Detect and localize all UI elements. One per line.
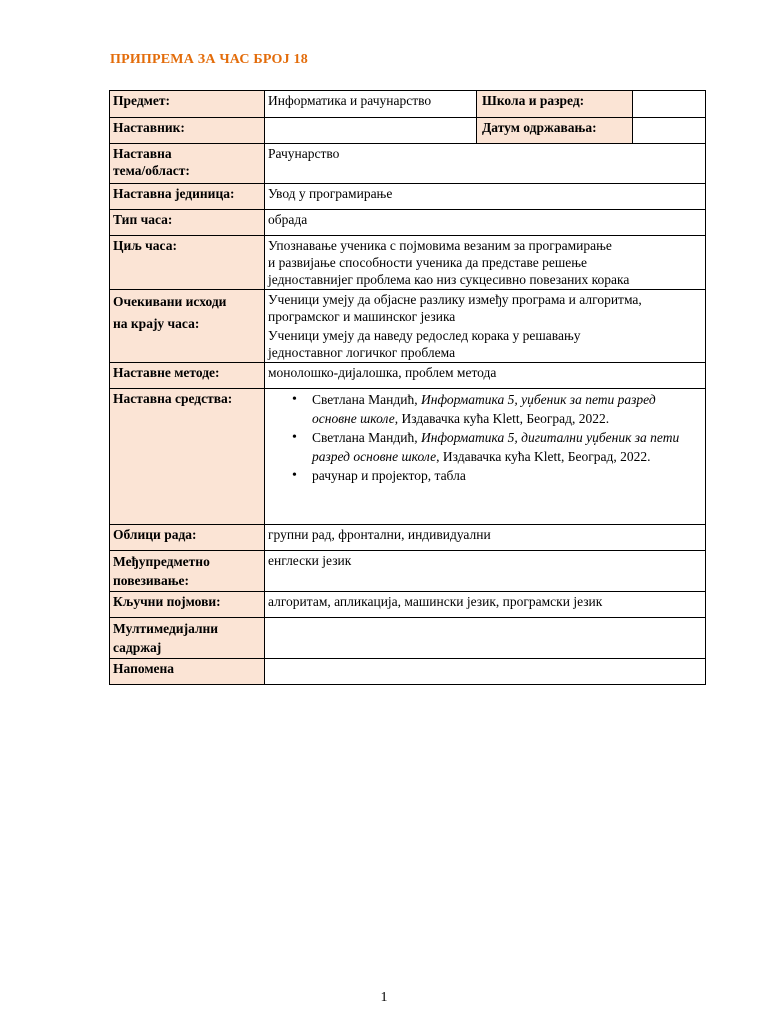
outcomes-label-line2: на крају часа:	[113, 316, 200, 331]
means-item	[312, 390, 701, 428]
goal-line: и развијање способности ученика да представе решење	[268, 255, 588, 270]
goal-line: Упознавање ученика с појмовима везаним за програмирање	[268, 238, 612, 253]
means-item	[312, 428, 701, 466]
work-forms-value: групни рад, фронтални, индивидуални	[265, 525, 706, 551]
row-outcomes	[110, 290, 706, 363]
means-book-title: Информатика 5, уџбеник за пети разред основне школе	[312, 392, 656, 426]
key-terms-label: Кључни појмови:	[110, 592, 265, 618]
row-topic	[110, 144, 706, 184]
means-publisher: , Издавачка кућа Klett, Београд, 2022.	[394, 411, 610, 426]
row-goal	[110, 236, 706, 290]
row-key-terms	[110, 592, 706, 618]
means-author: Светлана Мандић,	[312, 392, 421, 407]
methods-value: монолошко-дијалошка, проблем метода	[265, 363, 706, 389]
means-publisher: , Издавачка кућа Klett, Београд, 2022.	[436, 449, 651, 464]
goal-line: једноставнијег проблема као низ сукцесивно повезаних корака	[268, 272, 630, 287]
row-cross-curricular	[110, 551, 706, 592]
lesson-type-value: обрада	[265, 210, 706, 236]
cross-curricular-label	[110, 551, 265, 592]
outcome-line: Ученици умеју да наведу редослед корака у решавању	[268, 328, 581, 343]
cross-curricular-label-line1: Међупредметно	[113, 554, 210, 569]
outcome-line: програмског и машинског језика	[268, 309, 456, 324]
teacher-label: Наставник:	[110, 118, 265, 144]
topic-label	[110, 144, 265, 184]
outcomes-label	[110, 290, 265, 363]
multimedia-label	[110, 618, 265, 659]
work-forms-label: Облици рада:	[110, 525, 265, 551]
multimedia-value	[265, 618, 706, 659]
date-label: Датум одржавања:	[477, 118, 633, 144]
row-methods	[110, 363, 706, 389]
row-subject	[110, 91, 706, 118]
means-label: Наставна средства:	[110, 389, 265, 525]
unit-label: Наставна јединица:	[110, 184, 265, 210]
row-lesson-type	[110, 210, 706, 236]
key-terms-value: алгоритам, апликација, машински језик, програмски језик	[265, 592, 706, 618]
means-author: рачунар и пројектор, табла	[312, 468, 466, 483]
outcome-line: Ученици умеју да објасне разлику између програма и алгоритма,	[268, 292, 642, 307]
outcomes-value	[265, 290, 706, 363]
multimedia-label-line1: Мултимедијални	[113, 621, 219, 636]
topic-value: Рачунарство	[265, 144, 706, 184]
row-work-forms	[110, 525, 706, 551]
row-means	[110, 389, 706, 525]
outcome-line: једноставног логичког проблема	[268, 345, 456, 360]
means-author: Светлана Мандић,	[312, 430, 421, 445]
multimedia-label-line2: садржај	[113, 640, 162, 655]
lesson-type-label: Тип часа:	[110, 210, 265, 236]
note-value	[265, 659, 706, 685]
school-grade-label: Школа и разред:	[477, 91, 633, 118]
goal-label: Циљ часа:	[110, 236, 265, 290]
cross-curricular-label-line2: повезивање:	[113, 573, 189, 588]
goal-value	[265, 236, 706, 290]
means-book-title: Информатика 5, дигитални уџбеник за пети разред основне школе	[312, 430, 680, 464]
means-value	[265, 389, 706, 525]
subject-label: Предмет:	[110, 91, 265, 118]
topic-label-line2: тема/област:	[113, 163, 190, 178]
document-title: ПРИПРЕМА ЗА ЧАС БРОЈ 18	[110, 52, 308, 67]
note-label: Напомена	[110, 659, 265, 685]
school-grade-value	[633, 91, 706, 118]
row-teacher	[110, 118, 706, 144]
means-list	[268, 390, 701, 485]
row-unit	[110, 184, 706, 210]
row-multimedia	[110, 618, 706, 659]
means-item	[312, 466, 701, 485]
row-note	[110, 659, 706, 685]
topic-label-line1: Наставна	[113, 146, 172, 161]
outcomes-label-line1: Очекивани исходи	[113, 294, 227, 309]
unit-value: Увод у програмирање	[265, 184, 706, 210]
methods-label: Наставне методе:	[110, 363, 265, 389]
cross-curricular-value: енглески језик	[265, 551, 706, 592]
subject-value: Информатика и рачунарство	[265, 91, 477, 118]
lesson-plan-table	[109, 90, 706, 685]
date-value	[633, 118, 706, 144]
teacher-value	[265, 118, 477, 144]
page-number: 1	[380, 990, 388, 1005]
